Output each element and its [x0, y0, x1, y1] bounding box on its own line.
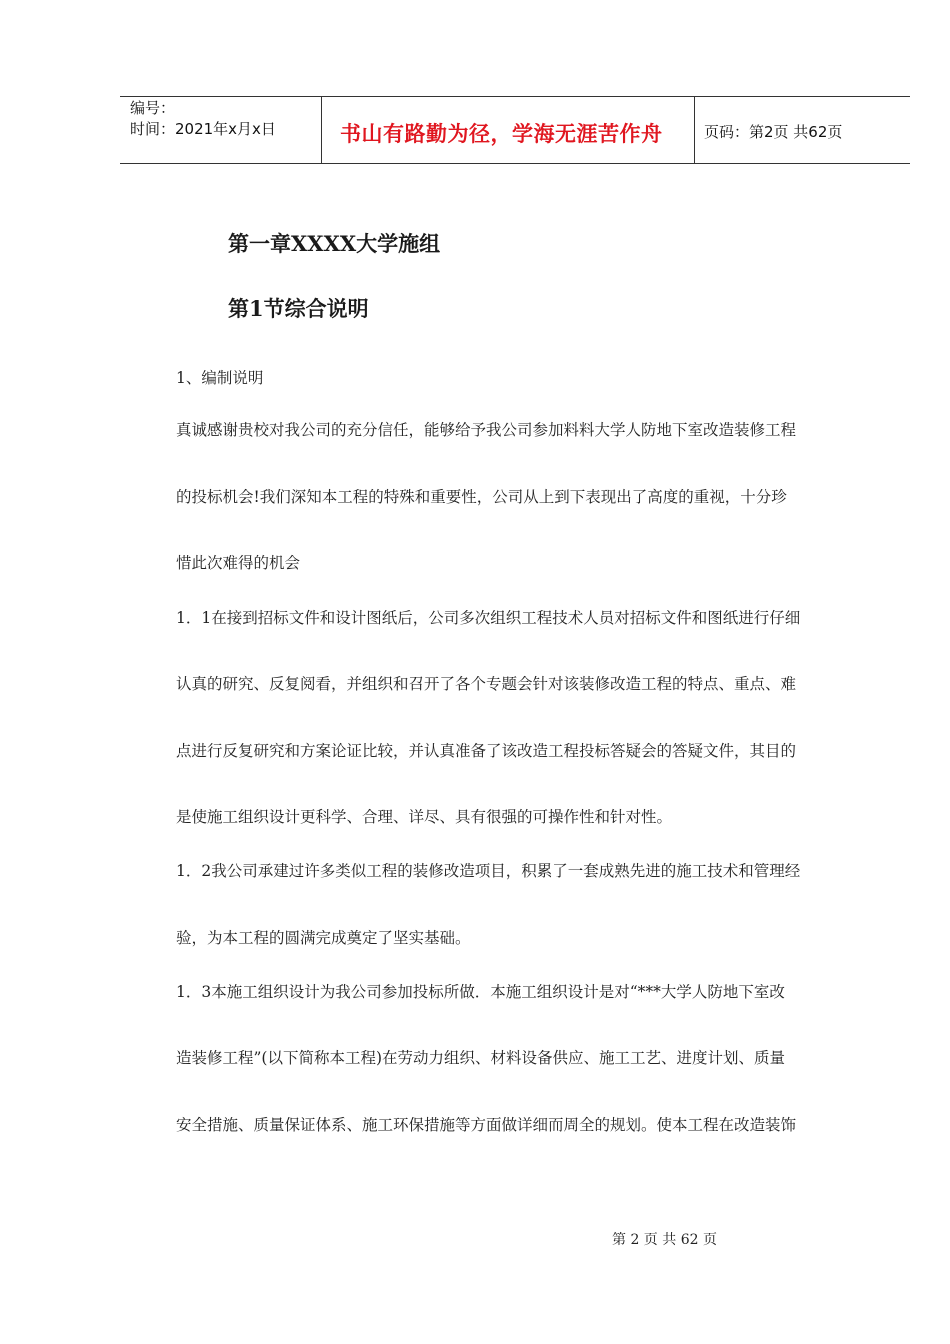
body-line: 造装修工程”(以下简称本工程)在劳动力组织、材料设备供应、施工工艺、进度计划、质量 [176, 1049, 786, 1067]
header-bottom-rule [120, 163, 910, 164]
header-motto: 书山有路勤为径，学海无涯苦作舟 [340, 121, 663, 146]
header-page-number: 页码：第2页 共62页 [704, 123, 843, 141]
header-separator-left [321, 97, 322, 163]
header-separator-right [694, 97, 695, 163]
section-title: 第1节综合说明 [228, 296, 369, 321]
body-line: 验，为本工程的圆满完成奠定了坚实基础。 [176, 929, 471, 947]
body-line: 安全措施、质量保证体系、施工环保措施等方面做详细而周全的规划。使本工程在改造装饰 [176, 1116, 797, 1134]
body-line: 是使施工组织设计更科学、合理、详尽、具有很强的可操作性和针对性。 [176, 808, 673, 826]
body-line: 的投标机会!我们深知本工程的特殊和重要性，公司从上到下表现出了高度的重视，十分珍 [176, 488, 787, 506]
body-line: 惜此次难得的机会 [176, 554, 301, 572]
body-line: 点进行反复研究和方案论证比较，并认真准备了该改造工程投标答疑会的答疑文件，其目的 [176, 742, 797, 760]
body-line: 1．2我公司承建过许多类似工程的装修改造项目，积累了一套成熟先进的施工技术和管理经 [176, 862, 801, 880]
header-number-label: 编号： [130, 99, 176, 117]
chapter-title: 第一章XXXX大学施组 [228, 231, 441, 256]
body-line: 1．1在接到招标文件和设计图纸后，公司多次组织工程技术人员对招标文件和图纸进行仔细 [176, 609, 801, 627]
body-line: 真诚感谢贵校对我公司的充分信任，能够给予我公司参加料料大学人防地下室改造装修工程 [176, 421, 797, 439]
body-line: 1、编制说明 [176, 369, 264, 387]
body-line: 认真的研究、反复阅看，并组织和召开了各个专题会针对该装修改造工程的特点、重点、难 [176, 675, 797, 693]
header-date: 时间：2021年x月x日 [130, 120, 276, 138]
body-line: 1．3本施工组织设计为我公司参加投标所做．本施工组织设计是对“***大学人防地下室改 [176, 983, 785, 1001]
header-top-rule [120, 96, 910, 97]
footer-page-number: 第 2 页 共 62 页 [612, 1232, 717, 1248]
